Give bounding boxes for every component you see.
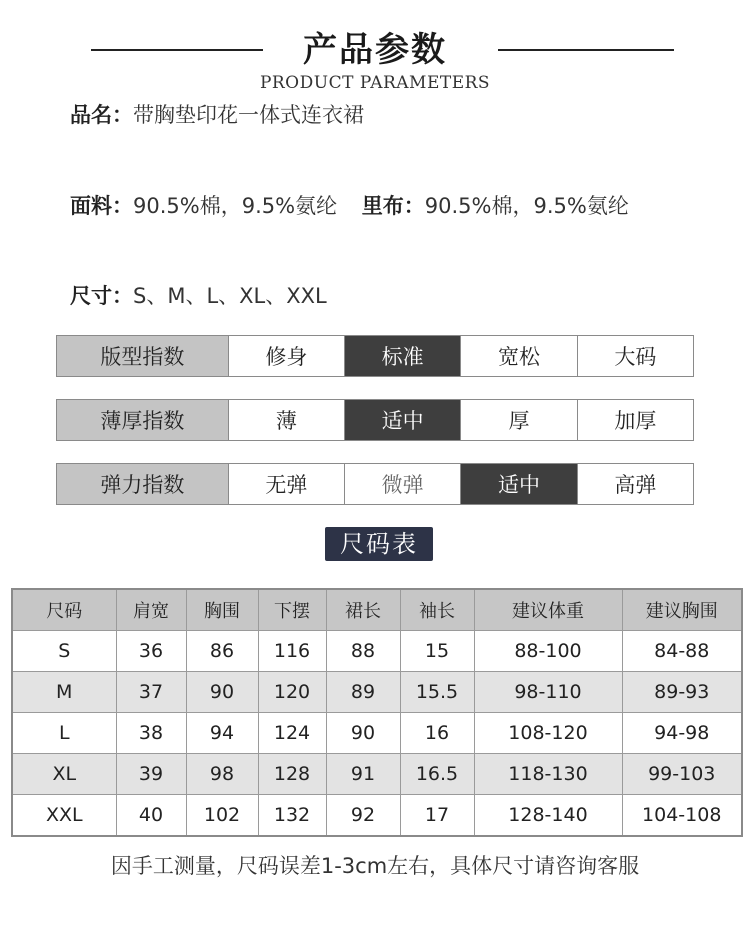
- thickness-option-medium-selected: 适中: [344, 400, 460, 440]
- thickness-option-extra-thick: 加厚: [577, 400, 693, 440]
- fit-option-standard-selected: 标准: [344, 336, 460, 376]
- table-cell: 90: [186, 671, 258, 712]
- page-title: 产品参数: [303, 30, 447, 70]
- fit-index-label: 版型指数: [57, 336, 228, 376]
- column-header: 建议胸围: [622, 589, 742, 631]
- table-cell: 89: [326, 671, 400, 712]
- table-cell: L: [12, 712, 116, 753]
- table-cell: 102: [186, 794, 258, 836]
- table-cell: 128-140: [474, 794, 622, 836]
- column-header: 肩宽: [116, 589, 186, 631]
- table-cell: 16.5: [400, 753, 474, 794]
- table-cell: 99-103: [622, 753, 742, 794]
- material-line: [70, 190, 629, 220]
- table-cell: 86: [186, 631, 258, 672]
- column-header: 下摆: [258, 589, 326, 631]
- table-cell: 16: [400, 712, 474, 753]
- lining-label: 里布：: [361, 194, 425, 218]
- product-name-value: 带胸垫印花一体式连衣裙: [133, 103, 364, 127]
- table-cell: 17: [400, 794, 474, 836]
- table-cell: 98: [186, 753, 258, 794]
- elasticity-option-medium-selected: 适中: [460, 464, 576, 504]
- column-header: 建议体重: [474, 589, 622, 631]
- page-subtitle: PRODUCT PARAMETERS: [259, 73, 491, 93]
- table-cell: 89-93: [622, 671, 742, 712]
- table-cell: XXL: [12, 794, 116, 836]
- elasticity-index-label: 弹力指数: [57, 464, 228, 504]
- elasticity-option-none: 无弹: [228, 464, 344, 504]
- table-cell: 91: [326, 753, 400, 794]
- measurement-note: 因手工测量，尺码误差1-3cm左右，具体尺寸请咨询客服: [110, 854, 640, 878]
- table-cell: 37: [116, 671, 186, 712]
- table-cell: 36: [116, 631, 186, 672]
- thickness-index-label: 薄厚指数: [57, 400, 228, 440]
- product-name-label: 品名：: [70, 103, 133, 127]
- table-cell: 108-120: [474, 712, 622, 753]
- table-cell: 132: [258, 794, 326, 836]
- table-cell: 39: [116, 753, 186, 794]
- table-cell: 104-108: [622, 794, 742, 836]
- thickness-index-row: [56, 399, 694, 441]
- elasticity-option-high: 高弹: [577, 464, 693, 504]
- size-chart-table: [11, 588, 743, 837]
- fit-option-plus: 大码: [577, 336, 693, 376]
- table-cell: 84-88: [622, 631, 742, 672]
- column-header: 裙长: [326, 589, 400, 631]
- table-cell: 116: [258, 631, 326, 672]
- table-row: [12, 712, 742, 753]
- size-label: 尺寸：: [70, 284, 133, 308]
- size-chart-title: 尺码表: [325, 527, 433, 561]
- table-row: [12, 794, 742, 836]
- table-cell: 128: [258, 753, 326, 794]
- fit-option-slim: 修身: [228, 336, 344, 376]
- table-cell: M: [12, 671, 116, 712]
- thickness-option-thin: 薄: [228, 400, 344, 440]
- table-cell: 98-110: [474, 671, 622, 712]
- column-header: 尺码: [12, 589, 116, 631]
- table-row: [12, 671, 742, 712]
- table-cell: 15: [400, 631, 474, 672]
- table-cell: 124: [258, 712, 326, 753]
- fabric-value: 90.5%棉，9.5%氨纶: [133, 194, 338, 218]
- table-cell: 40: [116, 794, 186, 836]
- table-cell: S: [12, 631, 116, 672]
- fit-option-loose: 宽松: [460, 336, 576, 376]
- table-cell: 90: [326, 712, 400, 753]
- table-row: [12, 631, 742, 672]
- column-header: 袖长: [400, 589, 474, 631]
- table-cell: 118-130: [474, 753, 622, 794]
- lining-value: 90.5%棉，9.5%氨纶: [424, 194, 629, 218]
- product-name-line: [70, 99, 364, 129]
- table-row: [12, 753, 742, 794]
- column-header: 胸围: [186, 589, 258, 631]
- table-cell: 94: [186, 712, 258, 753]
- fit-index-row: [56, 335, 694, 377]
- elasticity-option-slight: 微弹: [344, 464, 460, 504]
- table-cell: 15.5: [400, 671, 474, 712]
- table-cell: 92: [326, 794, 400, 836]
- table-cell: 38: [116, 712, 186, 753]
- size-chart-header-row: [12, 589, 742, 631]
- table-cell: 88: [326, 631, 400, 672]
- elasticity-index-row: [56, 463, 694, 505]
- size-value: S、M、L、XL、XXL: [133, 284, 327, 308]
- fabric-label: 面料：: [70, 194, 133, 218]
- table-cell: 120: [258, 671, 326, 712]
- table-cell: 88-100: [474, 631, 622, 672]
- size-line: [70, 280, 327, 310]
- table-cell: XL: [12, 753, 116, 794]
- thickness-option-thick: 厚: [460, 400, 576, 440]
- table-cell: 94-98: [622, 712, 742, 753]
